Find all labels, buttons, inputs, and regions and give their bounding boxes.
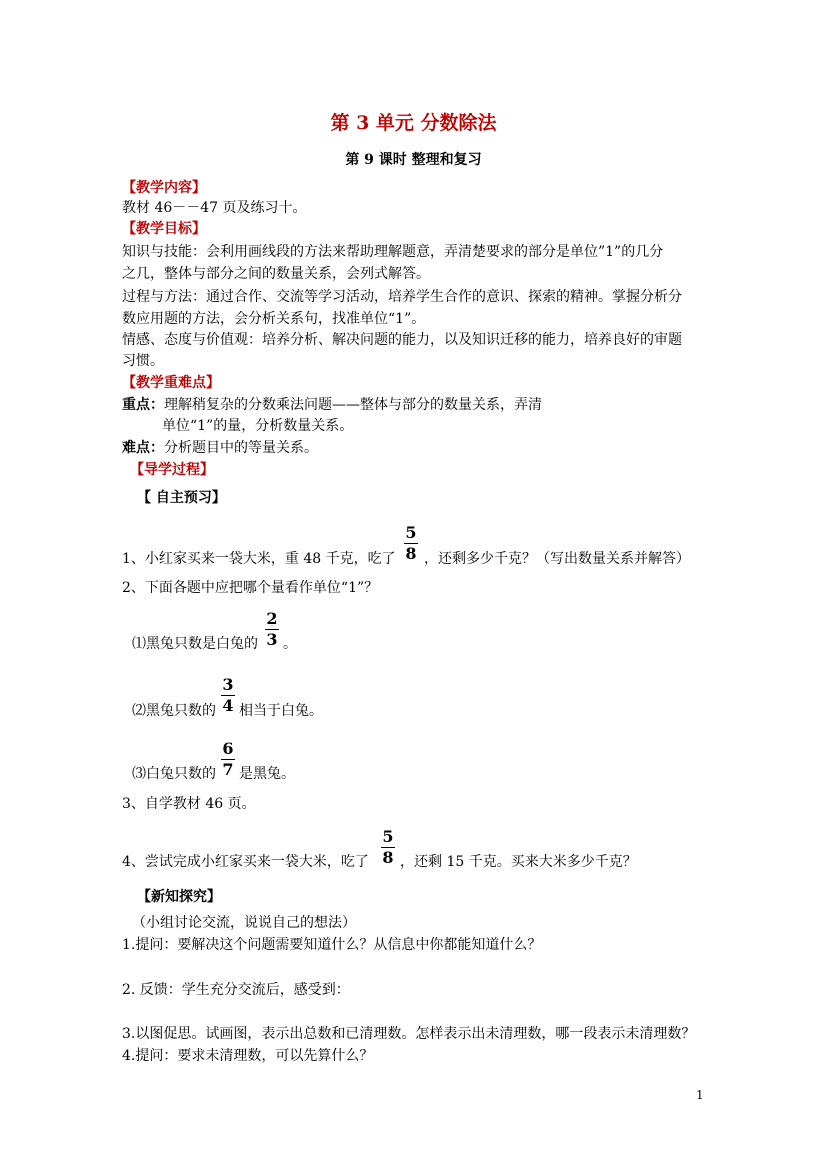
fraction-q2-3 <box>221 741 235 778</box>
explore-item-2: 2. 反馈：学生充分交流后，感受到： <box>122 982 350 998</box>
fraction-q2-2 <box>221 677 235 714</box>
question-2-1-part1: ⑴黑兔只数是白兔的 <box>132 636 258 652</box>
heading-guided-process: 【导学过程】 <box>130 462 214 478</box>
explore-item-1: 1.提问：要解决这个问题需要知道什么？从信息中你都能知道什么？ <box>122 937 542 953</box>
goal-emotion-line2: 习惯。 <box>122 353 164 369</box>
teaching-content-text: 教材 46－－47 页及练习十。 <box>122 200 307 216</box>
heading-teaching-content: 【教学内容】 <box>122 180 206 196</box>
fraction-numerator: 2 <box>266 609 278 628</box>
goal-process-line1: 过程与方法：通过合作、交流等学习活动，培养学生合作的意识、探索的精神。掌握分析分 <box>122 289 682 305</box>
question-2-3-part1: ⑶白兔只数的 <box>132 766 216 782</box>
explore-note: （小组讨论交流，说说自己的想法） <box>132 915 356 931</box>
fraction-denominator: 3 <box>266 630 278 649</box>
goal-knowledge-line2: 之几，整体与部分之间的数量关系，会列式解答。 <box>122 266 430 282</box>
fraction-numerator: 5 <box>405 523 417 542</box>
heading-self-preview: 【 自主预习】 <box>137 490 226 506</box>
heading-teaching-goals: 【教学目标】 <box>122 221 206 237</box>
goal-knowledge-line1: 知识与技能：会利用画线段的方法来帮助理解题意，弄清楚要求的部分是单位”1”的几分 <box>122 244 664 260</box>
fraction-denominator: 8 <box>405 544 417 563</box>
fraction-numerator: 6 <box>222 739 234 758</box>
question-4-part2: ，还剩 15 千克。买来大米多少千克？ <box>400 854 637 870</box>
question-1-part1: 1、小红家买来一袋大米，重 48 千克，吃了 <box>122 551 396 567</box>
fraction-q2-1 <box>265 611 279 648</box>
goal-process-line2: 数应用题的方法，会分析关系句，找准单位“1”。 <box>122 311 426 327</box>
key-point-line1 <box>122 395 542 415</box>
difficulty-line <box>122 438 318 458</box>
question-2-2-part2: 相当于白兔。 <box>239 703 323 719</box>
fraction-denominator: 4 <box>222 696 234 715</box>
fraction-numerator: 5 <box>382 827 394 846</box>
goal-emotion-line1: 情感、态度与价值观：培养分析、解决问题的能力，以及知识迁移的能力，培养良好的审题 <box>122 332 682 348</box>
question-2-3-part2: 是黑兔。 <box>239 766 295 782</box>
question-4-part1: 4、尝试完成小红家买来一袋大米，吃了 <box>122 854 369 870</box>
page-number: 1 <box>696 1088 704 1102</box>
lesson-subtitle: 第 9 课时 整理和复习 <box>345 152 482 168</box>
explore-item-3: 3.以图促思。试画图，表示出总数和已清理数。怎样表示出未清理数，哪一段表示未清理数？ <box>122 1026 696 1042</box>
question-2-1-part2: 。 <box>283 636 297 652</box>
heading-new-knowledge: 【新知探究】 <box>137 889 221 905</box>
fraction-denominator: 7 <box>222 760 234 779</box>
difficulty-label: 难点： <box>122 440 164 456</box>
key-point-label: 重点： <box>122 397 164 413</box>
difficulty-text: 分析题目中的等量关系。 <box>164 440 318 456</box>
key-point-line2: 单位“1”的量，分析数量关系。 <box>162 418 354 434</box>
key-point-text: 理解稍复杂的分数乘法问题——整体与部分的数量关系，弄清 <box>164 397 542 413</box>
fraction-q4 <box>381 829 395 866</box>
question-2-2-part1: ⑵黑兔只数的 <box>132 703 216 719</box>
question-1-part2: ，还剩多少千克？（写出数量关系并解答） <box>424 551 690 567</box>
fraction-numerator: 3 <box>222 675 234 694</box>
fraction-q1 <box>404 525 418 562</box>
document-title: 第 3 单元 分数除法 <box>330 112 497 134</box>
fraction-denominator: 8 <box>382 848 394 867</box>
question-3: 3、自学教材 46 页。 <box>122 796 256 812</box>
heading-key-points: 【教学重难点】 <box>122 375 220 391</box>
question-2: 2、下面各题中应把哪个量看作单位“1”？ <box>122 580 379 596</box>
explore-item-4: 4.提问：要求未清理数，可以先算什么？ <box>122 1048 374 1064</box>
